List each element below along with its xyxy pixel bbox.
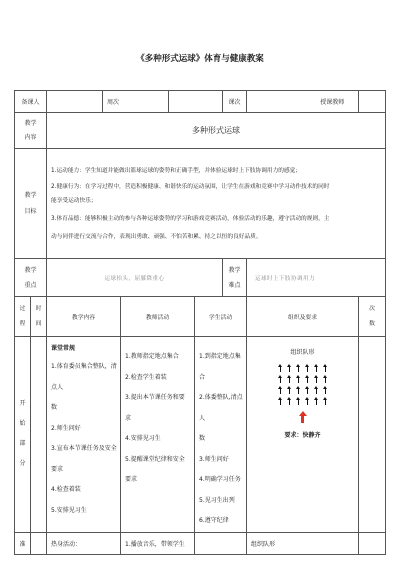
warmup-section-label: 准 [15,532,31,554]
count-header: 次 数 [359,297,386,337]
start-section-student [195,337,247,533]
content-header: 教学内容 [47,297,121,337]
goal-line: 1.运动能力：学生知道并能做出篮球运球的姿势和正确手型，并体验运球时上下肢协调用力的感觉； [51,168,302,174]
start-section-time [31,337,47,533]
teacher-line: 2.检查学生着装 [125,373,167,381]
key-points-row [15,259,386,297]
start-section-label: 开 始 部 分 [15,337,31,533]
goals-label: 教学 目标 [15,149,47,259]
teacher-line: 求 [125,414,132,422]
instructor-label: 授课教师 [307,91,359,113]
content-row [15,113,386,149]
formation-requirement: 要求：快静齐 [284,432,321,439]
instructor-value[interactable] [359,91,386,113]
warmup-organization: 组织队形 [247,532,359,554]
time-header: 时 间 [31,297,47,337]
page-title: 《多种形式运球》体育与健康教案 [136,54,264,64]
key-points-label: 教学 重点 [15,259,47,297]
goal-line: 动与同伴进行交流与合作，表现出勇敢、顽强、不怕苦和累、持之以恒的良好品质。 [51,234,262,240]
process-header: 过 程 [15,297,31,337]
teacher-label: 备课人 [15,91,47,113]
goal-line: 3.体育品德：能够积极主动的参与各种运球姿势的学习和游戏竞赛活动，体验活动的乐趣，遵守活动的规则，主 [51,216,330,222]
lesson-number-value[interactable] [247,91,307,113]
student-line: 5.见习生出列 [199,496,235,504]
difficulty-value: 运球时上下肢协调用力 [247,259,386,297]
key-points-value: 运球抬头，屈膝降重心 [47,259,223,297]
goals-text [47,149,386,259]
start-section-count [359,337,386,533]
header-row [15,91,386,113]
student-line: 数 [199,435,206,442]
teacher-activity-header: 教师活动 [121,297,195,337]
warmup-content: 热身活动： [47,532,121,554]
warmup-teacher: 1.播放音乐，带领学生 [121,532,195,554]
class-routine-title: 课堂常规 [51,345,76,352]
difficulty-label: 教学 难点 [223,259,247,297]
lesson-name: 多种形式运球 [47,113,386,149]
lesson-number-label: 课次 [223,91,247,113]
content-line: 5.安排见习生 [51,506,87,514]
goals-row [15,149,386,259]
start-section-organization [247,337,359,533]
content-line: 1.体育委员集合整队，清点人 [51,363,117,391]
content-line: 3.宣布本节课任务及安全要求 [51,445,117,473]
start-section-content [47,337,121,533]
week-label: 周次 [103,91,169,113]
warmup-time [31,532,47,554]
week-value[interactable] [169,91,223,113]
process-header-row [15,297,386,337]
content-line: 数 [51,404,58,411]
teacher-line: 要求 [125,476,138,483]
goal-line: 2.健康行为：在学习过程中，营造积极健康、和谐快乐的运动氛围，让学生在游戏和竞赛中学习动作技术的同时 [51,184,330,190]
student-line: 1.到指定地点集合 [199,353,241,381]
student-line: 3.师生问好 [199,455,229,463]
goal-line: 能享受运动快乐； [51,198,97,204]
teacher-line: 4.安排见习生 [125,435,161,442]
lesson-plan-table [14,90,386,555]
teacher-line: 5.提醒课堂纪律和安全 [125,455,185,463]
warmup-row [15,532,386,554]
warmup-student [195,532,247,554]
arrow-formation-icon [247,364,358,405]
student-line: 4.明确学习任务 [199,476,241,483]
content-line: 2.师生问好 [51,424,81,432]
formation-title: 组织队形 [290,349,315,356]
teacher-value[interactable] [47,91,103,113]
content-line: 4.检查着装 [51,486,81,493]
teacher-line: 3.提出本节课任务和要 [125,394,185,401]
student-line: 6.遵守纪律 [199,517,229,524]
warmup-count [359,532,386,554]
student-activity-header: 学生活动 [195,297,247,337]
teacher-line: 1.教师指定地点集合 [125,353,179,360]
start-section-teacher [121,337,195,533]
start-section-row [15,337,386,533]
student-line: 2.体委整队,清点人 [199,394,243,422]
teacher-position-icon [300,411,306,423]
content-label: 教学 内容 [15,113,47,149]
organization-header: 组织及要求 [247,297,359,337]
